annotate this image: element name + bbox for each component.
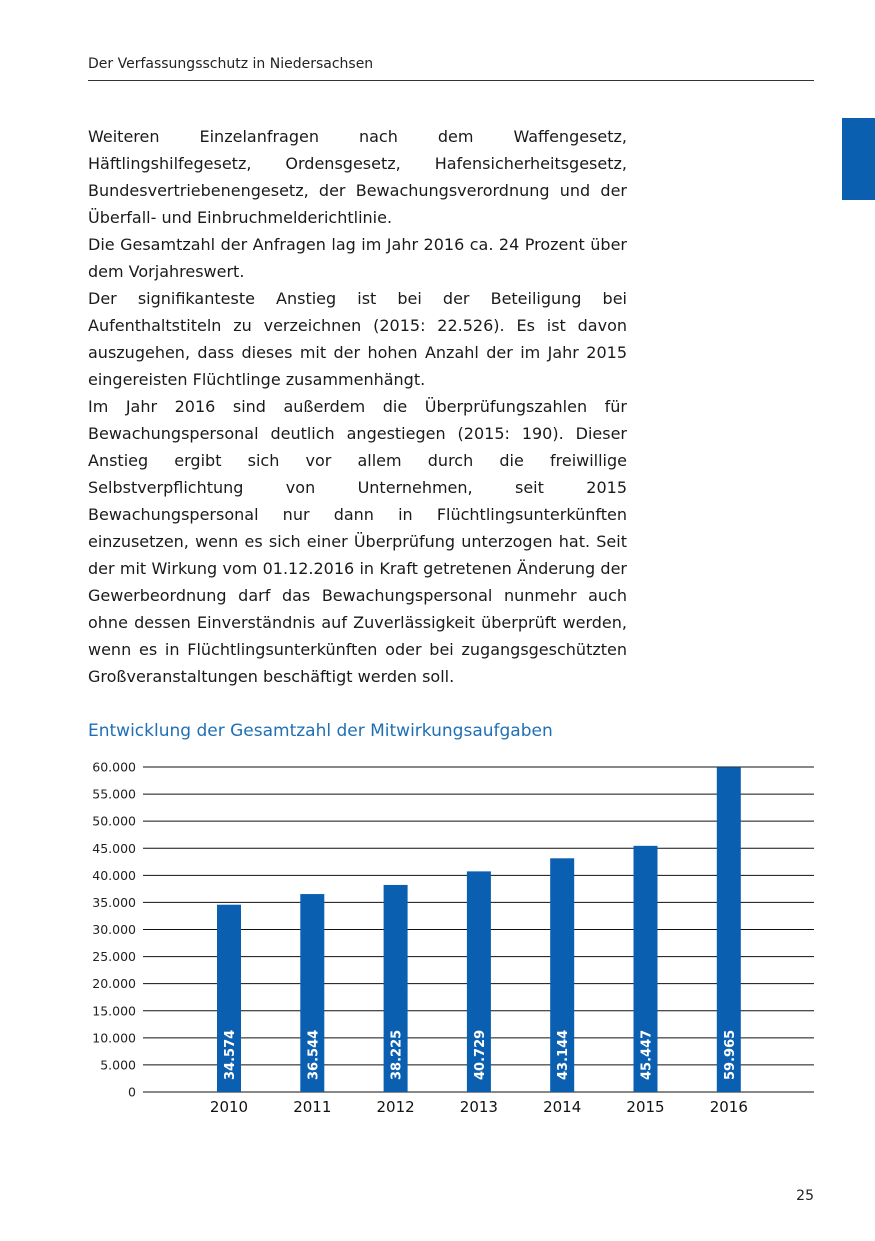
y-tick-label: 0	[128, 1084, 136, 1100]
bar-value-label: 38.225	[389, 1029, 405, 1080]
y-tick-label: 55.000	[92, 786, 136, 802]
y-tick-label: 50.000	[92, 813, 136, 829]
paragraph: Im Jahr 2016 sind außerdem die Überprüfungszahlen für Bewachungspersonal deutlich angestiegen (2015: 190). Dieser Anstieg ergibt sich vor allem durch die freiwillige Selbstverpflichtung von Unternehmen, seit 2015 Bewachungspersonal nur dann in Flüchtlingsunterkünften einzusetzen, wenn es sich einer Überprüfung unterzogen hat. Seit der mit Wirkung vom 01.12.2016 in Kraft getretenen Änderung der Gewerbeordnung darf das Bewachungspersonal nunmehr auch ohne dessen Einverständnis auf Zuverlässigkeit überprüft werden, wenn es in Flüchtlingsunterkünften oder bei zugangsgeschützten Großveranstaltungen beschäftigt werden soll.	[88, 397, 627, 686]
y-tick-label: 10.000	[92, 1030, 136, 1046]
bar-value-label: 36.544	[306, 1029, 322, 1080]
chart-title: Entwicklung der Gesamtzahl der Mitwirkungsaufgaben	[88, 721, 553, 741]
x-tick-label: 2010	[209, 1098, 249, 1116]
x-tick-label: 2013	[459, 1098, 498, 1116]
y-tick-label: 40.000	[92, 867, 136, 883]
bar-value-label: 45.447	[639, 1029, 655, 1080]
y-tick-label: 35.000	[92, 894, 136, 910]
bar-value-label: 59.965	[722, 1029, 738, 1080]
x-tick-label: 2011	[293, 1098, 332, 1116]
bar-value-label: 40.729	[472, 1029, 488, 1080]
y-tick-label: 45.000	[92, 840, 136, 856]
paragraph: Der signifikanteste Anstieg ist bei der Beteiligung bei Aufenthaltstiteln zu verzeichnen (2015: 22.526). Es ist davon auszugehen, dass dieses mit der hohen Anzahl der im Jahr 2015 eingereisten Flüchtlinge zusammenhängt.	[88, 289, 627, 389]
paragraph: Weiteren Einzelanfragen nach dem Waffengesetz, Häftlingshilfegesetz, Ordensgesetz, Hafensicherheitsgesetz, Bundesvertriebenengesetz, der Bewachungsverordnung und der Überfall- und Einbruchmelderichtlinie.	[88, 127, 627, 227]
y-tick-label: 30.000	[92, 922, 136, 937]
y-tick-label: 20.000	[92, 976, 136, 992]
running-title: Der Verfassungsschutz in Niedersachsen	[88, 56, 374, 72]
bar-value-label: 43.144	[556, 1029, 572, 1080]
bar-value-label: 34.574	[223, 1029, 238, 1080]
x-tick-label: 2015	[626, 1098, 665, 1116]
page-number: 25	[796, 1188, 814, 1204]
y-tick-label: 25.000	[92, 949, 136, 965]
x-tick-label: 2012	[376, 1098, 415, 1116]
x-tick-label: 2014	[543, 1098, 582, 1116]
x-tick-label: 2016	[709, 1098, 748, 1116]
y-tick-label: 15.000	[92, 1003, 136, 1019]
y-tick-label: 5.000	[100, 1057, 136, 1073]
paragraph: Die Gesamtzahl der Anfragen lag im Jahr 2016 ca. 24 Prozent über dem Vorjahreswert.	[88, 235, 627, 281]
y-tick-label: 60.000	[92, 759, 136, 775]
